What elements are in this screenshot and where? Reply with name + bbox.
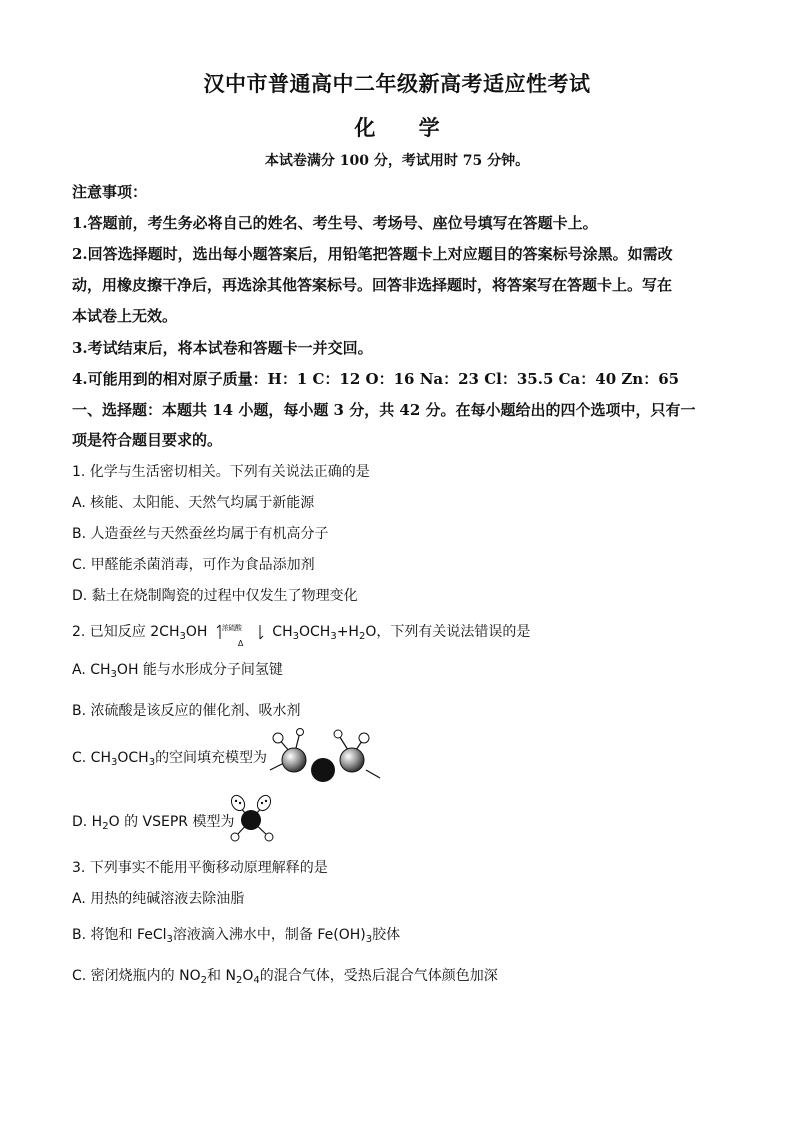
q2-stem: 2. 已知反应 $2CH_3OH$ 浓硫酸 Δ $CH_3OCH_3+H_2O$，下列有关说法错误的是 — [72, 622, 722, 642]
water-vsepr-model — [226, 792, 280, 846]
notice-item-2-line3: 本试卷上无效。 — [72, 307, 178, 325]
q1-option-c: C. 甲醛能杀菌消毒，可作为食品添加剂 — [72, 557, 315, 573]
reversible-reaction-arrow — [216, 622, 264, 648]
notice-item-2-line2: 动，用橡皮擦干净后，再选涂其他答案标号。回答非选择题时，将答案写在答题卡上。写在 — [72, 276, 673, 294]
q1-option-b: B. 人造蚕丝与天然蚕丝均属于有机高分子 — [72, 526, 329, 542]
notice-item-4: 4.可能用到的相对原子质量：H：1 C：12 O：16 Na：23 Cl：35.5 Ca：40 Zn：65 — [72, 370, 680, 388]
q1-option-d: D. 黏土在烧制陶瓷的过程中仅发生了物理变化 — [72, 588, 358, 604]
notice-item-1: 1.答题前，考生务必将自己的姓名、考生号、考场号、座位号填写在答题卡上。 — [72, 214, 598, 232]
dimethyl-ether-space-filling-model — [256, 728, 386, 784]
q2-option-b: B. 浓硫酸是该反应的催化剂、吸水剂 — [72, 703, 301, 719]
q1-stem: 1. 化学与生活密切相关。下列有关说法正确的是 — [72, 464, 370, 480]
q3-option-b: B. 将饱和 FeCl$_3$溶液滴入沸水中，制备 $Fe(OH)_3$胶体 — [72, 927, 401, 945]
notice-heading: 注意事项： — [72, 183, 148, 201]
exam-subtitle: 本试卷满分 100 分，考试用时 75 分钟。 — [264, 153, 530, 169]
q3-option-a: A. 用热的纯碱溶液去除油脂 — [72, 891, 245, 907]
exam-title: 汉中市普通高中二年级新高考适应性考试 — [203, 71, 591, 96]
q1-option-a: A. 核能、太阳能、天然气均属于新能源 — [72, 495, 315, 511]
q3-option-c: C. 密闭烧瓶内的 $NO_2$和 $N_2O_4$的混合气体，受热后混合气体颜色加深 — [72, 968, 498, 986]
reaction-condition: 浓硫酸 — [221, 624, 242, 632]
notice-item-3: 3.考试结束后，将本试卷和答题卡一并交回。 — [72, 339, 373, 357]
section-1-line1: 一、选择题：本题共 14 小题，每小题 3 分，共 42 分。在每小题给出的四个选项中，只有一 — [72, 401, 696, 419]
q3-stem: 3. 下列事实不能用平衡移动原理解释的是 — [72, 860, 328, 876]
subject-title: 化 学 — [354, 115, 458, 140]
q2-option-c: C. $CH_3OCH_3$的空间填充模型为 — [72, 750, 268, 768]
q2-option-a: A. $CH_3OH$ 能与水形成分子间氢键 — [72, 662, 283, 680]
reaction-heat: Δ — [237, 639, 244, 648]
section-1-line2: 项是符合题目要求的。 — [72, 431, 223, 449]
notice-item-2-line1: 2.回答选择题时，选出每小题答案后，用铅笔把答题卡上对应题目的答案标号涂黑。如需改 — [72, 245, 673, 263]
q2-option-d: D. $H_2O$ 的 VSEPR 模型为 — [72, 814, 235, 832]
